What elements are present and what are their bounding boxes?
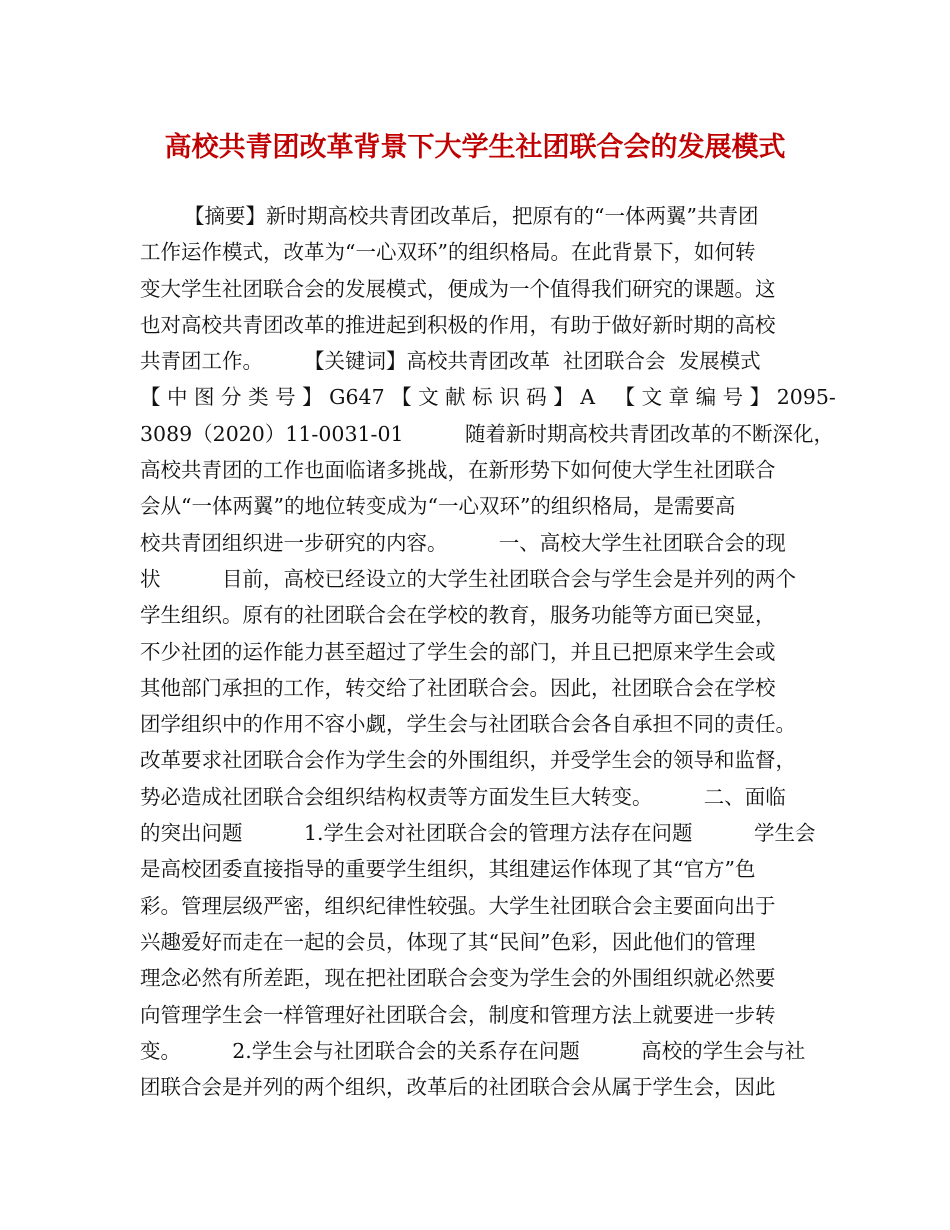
body-line: 学生组织。原有的社团联合会在学校的教育，服务功能等方面已突显， bbox=[140, 603, 776, 628]
body-line: 会从“一体两翼”的地位转变成为“一心双环”的组织格局，是需要高 bbox=[140, 494, 736, 519]
body-line: 变大学生社团联合会的发展模式，便成为一个值得我们研究的课题。这 bbox=[140, 276, 776, 301]
body-line: 【摘要】新时期高校共青团改革后，把原有的“一体两翼”共青团 bbox=[184, 204, 759, 228]
body-line: 向管理学生会一样管理好社团联合会，制度和管理方法上就要进一步转 bbox=[140, 1002, 776, 1027]
body-line: 共青团工作。 【关键词】高校共青团改革 社团联合会 发展模式 bbox=[140, 349, 761, 374]
body-line: 其他部门承担的工作，转交给了社团联合会。因此，社团联合会在学校 bbox=[140, 675, 776, 700]
body-line: 状 目前，高校已经设立的大学生社团联合会与学生会是并列的两个 bbox=[140, 566, 796, 591]
body-line: 【 中 图 分 类 号 】 G647 【 文 献 标 识 码 】 A 【 文 章 编 号 】 2095- bbox=[140, 385, 836, 410]
body-line: 的突出问题 1.学生会对社团联合会的管理方法存在问题 学生会 bbox=[140, 821, 816, 846]
body-line: 团联合会是并列的两个组织，改革后的社团联合会从属于学生会，因此 bbox=[140, 1075, 776, 1100]
body-line: 高校共青团的工作也面临诸多挑战，在新形势下如何使大学生社团联合 bbox=[140, 458, 776, 483]
body-line: 3089（2020）11-0031-01 随着新时期高校共青团改革的不断深化， bbox=[140, 421, 835, 446]
body-line: 是高校团委直接指导的重要学生组织，其组建运作体现了其“官方”色 bbox=[140, 857, 756, 882]
body-line: 也对高校共青团改革的推进起到积极的作用，有助于做好新时期的高校 bbox=[140, 312, 776, 337]
body-line: 团学组织中的作用不容小觑，学生会与社团联合会各自承担不同的责任。 bbox=[140, 712, 796, 737]
body-line: 兴趣爱好而走在一起的会员，体现了其“民间”色彩，因此他们的管理 bbox=[140, 929, 756, 954]
body-line: 变。 2.学生会与社团联合会的关系存在问题 高校的学生会与社 bbox=[140, 1038, 806, 1063]
body-line: 理念必然有所差距，现在把社团联合会变为学生会的外围组织就必然要 bbox=[140, 966, 776, 991]
document-title: 高校共青团改革背景下大学生社团联合会的发展模式 bbox=[164, 132, 786, 163]
body-line: 校共青团组织进一步研究的内容。 一、高校大学生社团联合会的现 bbox=[140, 530, 786, 555]
document-body bbox=[140, 198, 836, 1105]
body-line: 工作运作模式，改革为“一心双环”的组织格局。在此背景下，如何转 bbox=[140, 240, 756, 265]
body-line: 不少社团的运作能力甚至超过了学生会的部门，并且已把原来学生会或 bbox=[140, 639, 776, 664]
body-line: 势必造成社团联合会组织结构权责等方面发生巨大转变。 二、面临 bbox=[140, 784, 786, 809]
body-line: 改革要求社团联合会作为学生会的外围组织，并受学生会的领导和监督， bbox=[140, 748, 796, 773]
body-line: 彩。管理层级严密，组织纪律性较强。大学生社团联合会主要面向出于 bbox=[140, 893, 776, 918]
